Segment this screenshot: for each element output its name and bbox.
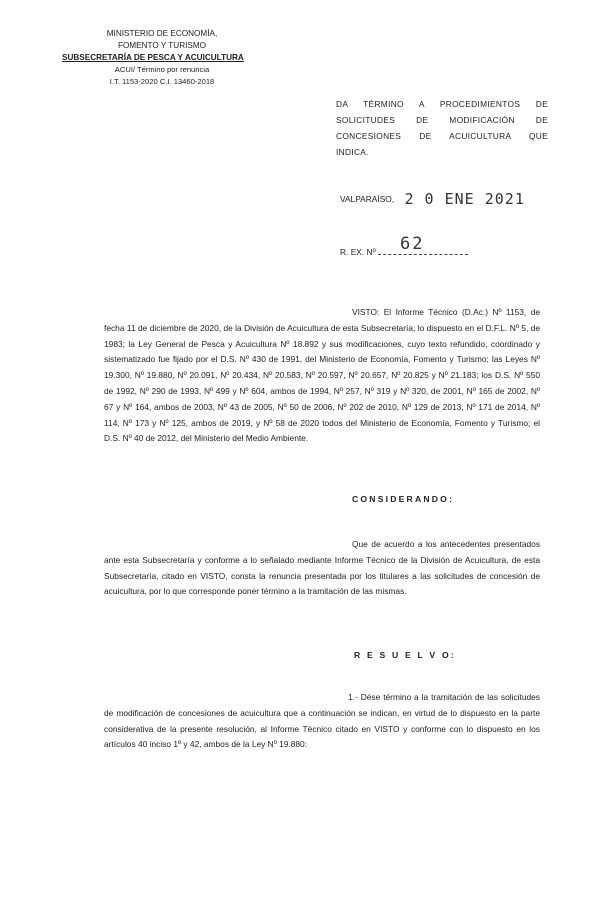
visto-text-first: VISTO: El Informe Técnico (D.Ac.) Nº 1153, [352,307,527,317]
resuelvo-text-first: 1.- Dése término a la tramitación de las [348,692,498,702]
resolution-number: 62 [400,234,425,254]
place-date-line [340,190,525,208]
subject-line: CONCESIONES DE ACUICULTURA QUE [336,131,548,141]
ministry-name: MINISTERIO DE ECONOMÍA, [106,29,218,38]
considerando-heading: CONSIDERANDO: [352,494,455,504]
subject-line: INDICA. [336,147,369,157]
ministry-name-line2: FOMENTO Y TURISMO [117,41,207,50]
resuelvo-heading: R E S U E L V O: [354,650,456,660]
reference-code: I.T. 1153-2020 C.I. 13460-2018 [109,77,215,86]
reference-line: ACUI/ Término por renuncia [114,65,210,74]
letterhead [62,28,262,88]
resuelvo-paragraph [104,690,540,753]
city-label: VALPARAÍSO, [340,194,395,204]
visto-text: de fecha 11 de diciembre de 2020, de la División de Acuicultura de esta Subsecretaría; lo dispuesto en el D.F.L. Nº 5, de 1983; la Ley General de Pesca y Acuicultura Nº 18.892 y sus modificaciones, cuyo texto refundido, coordinado y sistematizado fue fijado por el D.S. Nº 430 de 1991, del Ministerio de Economía, Fomento y Turismo; las Leyes Nº 19.300, Nº 19.880, Nº 20.091, Nº 20.434, Nº 20.583, Nº 20.597, Nº 20.657, Nº 20.825 y Nº 21.183; los D.S. Nº 550 de 1992, Nº 290 de 1993, Nº 499 y Nº 604, ambos de 1994, Nº 257, Nº 319 y Nº 320, de 2001, Nº 165 de 2002, Nº 67 y Nº 164, ambos de 2003, Nº 43 de 2005, Nº 50 de 2006, Nº 202 de 2010, Nº 129 de 2013, Nº 171 de 2014, Nº 114, Nº 173 y Nº 125, ambos de 2019, y Nº 58 de 2020 todos del Ministerio de Economía, Fomento y Turismo; el D.S. Nº 40 de 2012, del Ministerio del Medio Ambiente. [104,307,541,444]
resolution-number-line [340,234,468,257]
subject-line: DA TÉRMINO A PROCEDIMIENTOS DE [336,99,548,109]
considerando-paragraph [104,537,540,600]
resuelvo-text: solicitudes de modificación de concesiones de acuicultura que a continuación se indican, en virtud de lo dispuesto en la parte considerativa de la presente resolución, al Informe Técnico citado en VISTO y conforme con lo dispuesto en los artículos 40 inciso 1º y 42, ambos de la Ley Nº 19.880: [104,692,540,750]
considerando-text-first: Que de acuerdo a los antecedentes [352,539,491,549]
subject-line: SOLICITUDES DE MODIFICACIÓN DE [336,115,548,125]
subsecretaria-name: SUBSECRETARÍA DE PESCA Y ACUICULTURA [62,53,244,62]
date-stamp: 2 0 ENE 2021 [404,190,525,208]
considerando-text: presentados ante esta Subsecretaría y conforme a lo señalado mediante Informe Técnico de la División de Acuicultura, de esta Subsecretaría, citado en VISTO, consta la renuncia presentada por los titulares a las solicitudes de concesión de acuicultura, por lo que corresponde poner término a la tramitación de las mismas. [104,539,541,597]
subject-block [336,96,548,160]
resolution-label: R. EX. Nº [340,247,376,257]
visto-paragraph [104,305,540,447]
